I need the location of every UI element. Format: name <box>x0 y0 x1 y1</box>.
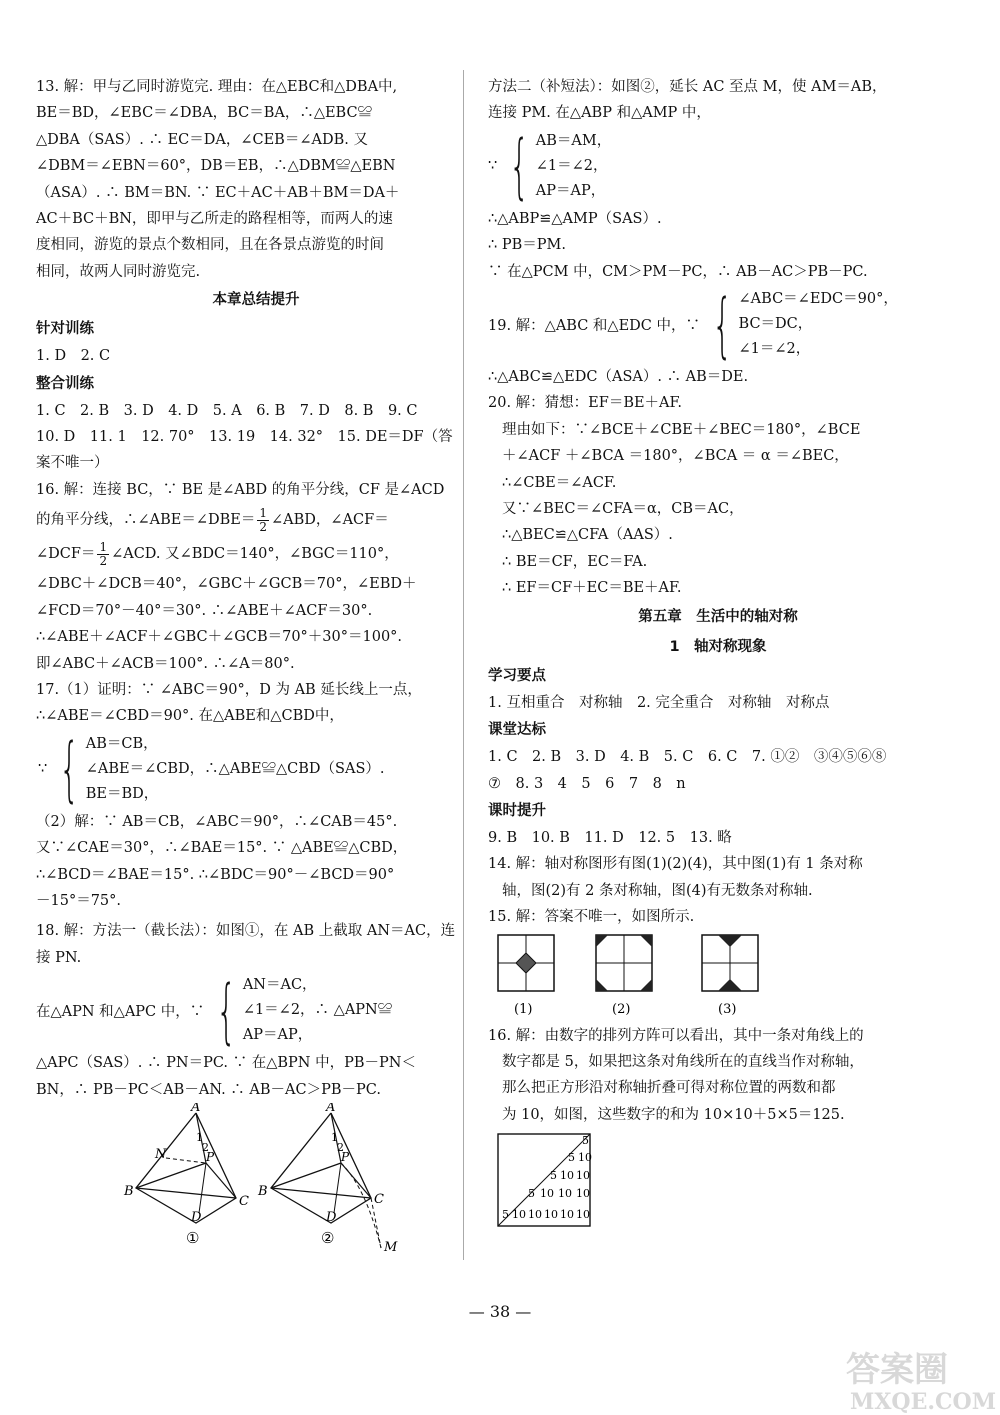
q18-line: 接 PN. <box>36 949 82 966</box>
figure-2 <box>257 1103 398 1253</box>
chapter-summary-heading: 本章总结提升 <box>212 292 300 309</box>
q20-line: 又∵∠BEC＝∠CFA＝α，CB＝AC， <box>502 501 744 518</box>
label-2: 2 <box>202 1140 209 1154</box>
q19-line: ∴△ABC≌△EDC（ASA）. ∴ AB＝DE. <box>488 369 749 386</box>
q18b-line: 连接 PM. 在△ABP 和△AMP 中， <box>488 105 711 122</box>
q17-line: 17.（1）证明：∵ ∠ABC＝90°，D 为 AB 延长线上一点， <box>36 681 422 698</box>
study-answers: 1. 互相重合 对称轴 2. 完全重合 对称轴 对称点 <box>488 694 830 711</box>
q16-text: ∠ACD. 又∠BDC＝140°，∠BGC＝110°， <box>111 546 399 563</box>
q13-line: AC＋BC＋BN，即甲与乙所走的路程相等，而两人的速 <box>36 211 393 228</box>
q18b-line: 方法二（补短法）：如图②，延长 AC 至点 M，使 AM＝AB， <box>488 79 887 95</box>
matrix-cell: 10 <box>576 1187 590 1201</box>
label-b: B <box>258 1183 268 1199</box>
brace-line: ∠1＝∠2，∴ △APN≌ <box>242 1002 393 1019</box>
q16-text: ∠DCF＝ <box>36 546 96 563</box>
brace-line: AB＝CB， <box>85 735 158 752</box>
label-2: 2 <box>337 1140 344 1154</box>
left-column <box>36 74 476 1257</box>
study-points-heading: 学习要点 <box>488 667 546 684</box>
shaded-corner <box>640 935 652 947</box>
brace-line: ∠1＝∠2， <box>738 341 811 358</box>
square-2-label: (2) <box>612 1001 631 1017</box>
watermark-text: 答案圈 <box>846 1350 948 1390</box>
q16r-line: 为 10，如图，这些数字的和为 10×10＋5×5＝125. <box>502 1106 845 1123</box>
brace-line: BE＝BD， <box>85 785 159 802</box>
label-p: P <box>206 1149 215 1164</box>
brace-line: AB＝AM， <box>535 132 612 149</box>
q19-line: 19. 解：△ABC 和△EDC 中，∵ <box>488 318 700 335</box>
fraction-half <box>257 507 269 534</box>
brace-line: AP＝AP， <box>535 182 606 199</box>
integrated-training-heading: 整合训练 <box>36 375 94 392</box>
shaded-triangle <box>718 935 742 947</box>
square-3-label: (3) <box>718 1001 737 1017</box>
shaded-corner <box>596 979 608 991</box>
q13-line: ∠DBM＝∠EBN＝60°，DB＝EB，∴△DBM≌△EBN <box>36 158 396 175</box>
matrix-cell: 5 <box>502 1208 509 1222</box>
label-a: A <box>191 1102 201 1115</box>
watermark-url: MXQE.COM <box>850 1389 997 1415</box>
q20-line: ∴ EF＝CF＋EC＝BE＋AF. <box>502 580 682 597</box>
matrix-cell: 5 <box>528 1187 535 1201</box>
q18b-line: ∴△ABP≌△AMP（SAS）. <box>488 210 662 227</box>
q18-brace-system <box>36 969 476 1052</box>
integrated-answers: 1. C 2. B 3. D 4. D 5. A 6. B 7. D 8. B 9. C <box>36 402 418 419</box>
q18-line: BN，∴ PB－PC＜AB－AN. ∴ AB－AC＞PB－PC. <box>36 1081 381 1098</box>
brace-line: ∠ABE＝∠CBD，∴△ABE≌△CBD（SAS）. <box>85 760 385 777</box>
label-n: N <box>155 1146 167 1162</box>
page-number: — 38 — <box>468 1302 532 1321</box>
q16-block <box>36 477 476 677</box>
section1-title: 1 轴对称现象 <box>669 638 767 655</box>
matrix-cell: 5 <box>550 1169 557 1183</box>
integrated-answers: 案不唯一） <box>36 455 109 472</box>
brace: { <box>59 728 80 811</box>
q13-line: BE＝BD，∠EBC＝∠DBA，BC＝BA，∴△EBC≌ <box>36 105 373 122</box>
right-column <box>488 74 948 1234</box>
q18-line: 18. 解：方法一（截长法）：如图①，在 AB 上截取 AN＝AC，连 <box>36 923 456 940</box>
q16-text: 的角平分线，∴∠ABE＝∠DBE＝ <box>36 512 256 529</box>
lesson-answers: 9. B 10. B 11. D 12. 5 13. 略 <box>488 829 732 846</box>
q16-line <box>36 537 476 571</box>
q19-brace-system <box>488 283 948 366</box>
q16-line: ∠FCD＝70°－40°＝30°. ∴∠ABE＋∠ACF＝30°. <box>36 602 373 619</box>
label-b: B <box>124 1183 134 1199</box>
q17-line: ∴∠ABE＝∠CBD＝90°. 在△ABE和△CBD中， <box>36 708 344 725</box>
matrix-cell: 10 <box>558 1187 572 1201</box>
frac-num: 1 <box>99 539 108 554</box>
q17-block <box>36 677 476 914</box>
matrix-cell: 10 <box>528 1208 542 1222</box>
matrix-cell: 10 <box>576 1208 590 1222</box>
segment-pc <box>341 1163 371 1198</box>
segment-pc <box>206 1163 236 1198</box>
number-matrix-figure <box>492 1130 602 1230</box>
brace-line: ∠ABC＝∠EDC＝90°， <box>738 291 898 308</box>
q18-block <box>36 918 476 1103</box>
matrix-cell: 10 <box>544 1208 558 1222</box>
class-standard-heading: 课堂达标 <box>488 722 546 739</box>
q16-line: ∴∠ABE＋∠ACF＋∠GBC＋∠GCB＝70°＋30°＝100°. <box>36 629 403 646</box>
q17-line: 又∵∠CAE＝30°，∴∠BAE＝15°. ∵ △ABE≌△CBD， <box>36 840 408 857</box>
q20-line: ∴△BEC≌△CFA（AAS）. <box>502 527 673 544</box>
triangle-outline <box>136 1113 236 1223</box>
lesson-improve-heading: 课时提升 <box>488 802 546 819</box>
targeted-answers: 1. D 2. C <box>36 348 111 365</box>
q18b-line: ∴ PB＝PM. <box>488 237 566 254</box>
brace-line: BC＝DC， <box>738 316 813 333</box>
brace: { <box>712 283 733 366</box>
triangle-outline <box>271 1113 371 1223</box>
label-d: D <box>326 1209 337 1225</box>
q15-line: 15. 解：答案不唯一，如图所示. <box>488 909 695 926</box>
q13-line: 相同，故两人同时游览完. <box>36 263 201 280</box>
q16-line: 16. 解：连接 BC，∵ BE 是∠ABD 的角平分线，CF 是∠ACD <box>36 481 445 498</box>
brace-lines <box>739 287 898 362</box>
label-p: P <box>341 1149 350 1164</box>
fraction-half <box>97 541 109 568</box>
square-2 <box>596 935 652 1017</box>
q16-line <box>36 503 476 537</box>
segment-pd <box>199 1163 206 1213</box>
label-1: 1 <box>196 1130 203 1144</box>
matrix-cell: 10 <box>560 1169 574 1183</box>
q18-line: △APC（SAS）. ∴ PN＝PC. ∵ 在△BPN 中，PB－PN＜ <box>36 1055 416 1072</box>
q16-text: ∠ABD，∠ACF＝ <box>271 512 389 529</box>
brace: { <box>509 125 530 208</box>
shaded-triangle <box>718 979 742 991</box>
q20-line: ∴∠CBE＝∠ACF. <box>502 474 617 491</box>
label-c: C <box>239 1193 249 1209</box>
chapter5-title: 第五章 生活中的轴对称 <box>638 608 798 625</box>
q16-line: 即∠ABC＋∠ACB＝100°. ∴∠A＝80°. <box>36 655 295 672</box>
q18b-block <box>488 74 948 285</box>
square-1 <box>498 935 554 1017</box>
q17-line: （2）解：∵ AB＝CB，∠ABC＝90°，∴∠CAB＝45°. <box>36 813 398 830</box>
q17-line: －15°＝75°. <box>36 892 122 909</box>
q13-line: 13. 解：甲与乙同时游览完. 理由：在△EBC和△DBA中, <box>36 79 398 95</box>
frac-den: 2 <box>99 553 108 568</box>
q17-brace-system <box>36 728 476 811</box>
frac-den: 2 <box>259 519 268 534</box>
because-symbol: ∵ <box>38 761 48 778</box>
frac-num: 1 <box>259 505 268 520</box>
q14-line: 轴，图(2)有 2 条对称轴，图(4)有无数条对称轴. <box>502 882 813 899</box>
q16r-line: 16. 解：由数字的排列方阵可以看出，其中一条对角线上的 <box>488 1027 864 1044</box>
brace-lines <box>536 129 611 204</box>
q13-line: （ASA）. ∴ BM＝BN. ∵ EC＋AC＋AB＋BM＝DA＋ <box>36 184 400 201</box>
shaded-diamond <box>516 953 536 973</box>
brace-lines <box>86 732 385 807</box>
figure-1-label: ① <box>186 1228 200 1247</box>
shaded-corner <box>596 935 608 947</box>
brace-line: ∠1＝∠2， <box>535 157 608 174</box>
q16-line: ∠DBC＋∠DCB＝40°，∠GBC＋∠GCB＝70°，∠EBD＋ <box>36 576 417 593</box>
class-answers: 1. C 2. B 3. D 4. B 5. C 6. C 7. ①② ③④⑤⑥⑧ <box>488 749 887 766</box>
label-c: C <box>374 1191 384 1207</box>
q18-line: 在△APN 和△APC 中，∵ <box>36 1004 205 1021</box>
brace-line: AN＝AC， <box>242 977 317 994</box>
matrix-cell: 10 <box>578 1151 592 1165</box>
brace: { <box>216 969 237 1052</box>
q14-line: 14. 解：轴对称图形有图(1)(2)(4)，其中图(1)有 1 条对称 <box>488 856 863 873</box>
integrated-answers: 10. D 11. 1 12. 70° 13. 19 14. 32° 15. DE＝DF（答 <box>36 429 453 446</box>
matrix-cell: 10 <box>512 1208 526 1222</box>
q13-line: △DBA（SAS）. ∴ EC＝DA，∠CEB＝∠ADB. 又 <box>36 131 368 148</box>
matrix-cell: 10 <box>576 1169 590 1183</box>
segment-pd <box>334 1163 341 1213</box>
q17-line: ∴∠BCD＝∠BAE＝15°. ∴∠BDC＝90°－∠BCD＝90° <box>36 866 395 883</box>
watermark-logo <box>840 1345 1000 1415</box>
matrix-cell: 10 <box>540 1187 554 1201</box>
class-answers: ⑦ 8. 3 4 5 6 7 8 n <box>488 775 686 792</box>
matrix-cell: 5 <box>568 1151 575 1165</box>
targeted-training-heading: 针对训练 <box>36 321 94 338</box>
matrix-cell: 10 <box>560 1208 574 1222</box>
label-d: D <box>191 1209 202 1225</box>
q13-block <box>36 74 476 285</box>
label-m: M <box>384 1239 398 1253</box>
q20-line: ＋∠ACF ＋∠BCA ＝180°，∠BCA ＝ α ＝∠BEC， <box>502 448 849 465</box>
brace-line: AP＝AP， <box>242 1027 313 1044</box>
q18b-line: ∵ 在△PCM 中，CM＞PM－PC，∴ AB－AC＞PB－PC. <box>488 263 868 280</box>
q20-line: 理由如下：∵∠BCE＋∠CBE＋∠BEC＝180°，∠BCE <box>502 421 861 438</box>
label-1: 1 <box>331 1130 338 1144</box>
q20-block <box>488 390 948 601</box>
label-a: A <box>326 1102 336 1115</box>
q20-line: ∴ BE＝CF，EC＝FA. <box>502 553 648 570</box>
q16r-line: 那么把正方形沿对称轴折叠可得对称位置的两数和都 <box>502 1080 836 1097</box>
square-1-label: (1) <box>514 1001 533 1017</box>
q20-line: 20. 解：猜想：EF＝BE＋AF. <box>488 395 682 412</box>
brace-lines <box>243 973 392 1048</box>
symmetry-squares-figure <box>488 931 928 1019</box>
segment-np <box>166 1158 206 1163</box>
shaded-corner <box>640 979 652 991</box>
triangle-figures <box>36 1103 466 1253</box>
q16r-line: 数字都是 5，如果把这条对角线所在的直线当作对称轴， <box>502 1053 864 1070</box>
because-symbol: ∵ <box>488 158 498 175</box>
q18b-brace-system <box>488 125 948 208</box>
q13-line: 度相同，游览的景点个数相同，且在各景点游览的时间 <box>36 237 384 254</box>
figure-2-label: ② <box>321 1228 335 1247</box>
matrix-cell: 5 <box>582 1134 589 1148</box>
figure-1 <box>123 1103 249 1247</box>
square-3 <box>702 935 758 1017</box>
